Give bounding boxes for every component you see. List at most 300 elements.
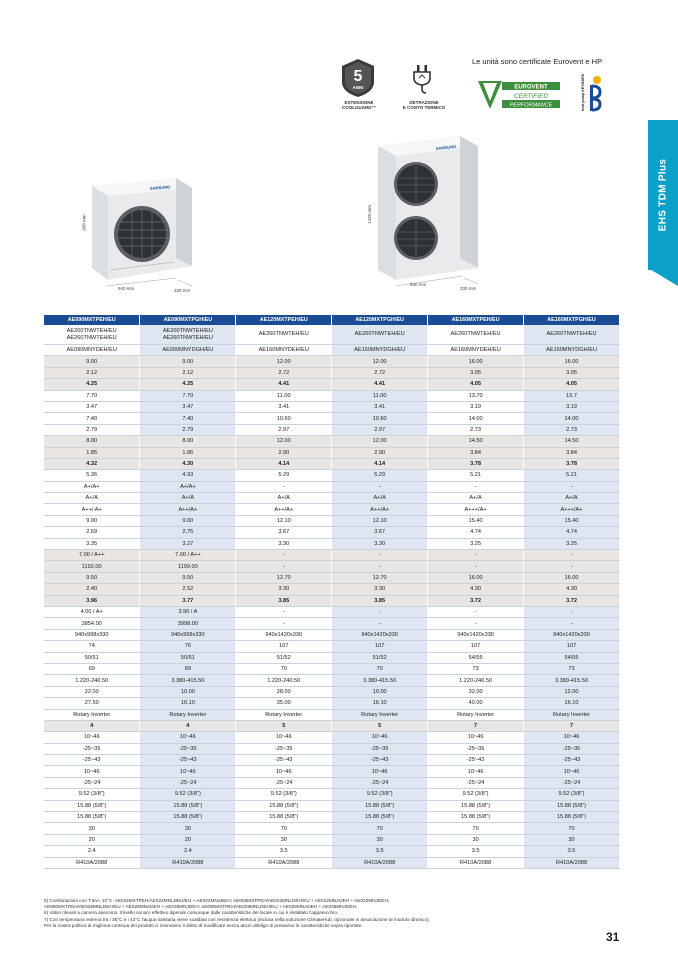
table-cell: 3.380-415.50 [332, 675, 428, 686]
table-cell: 9.52 (3/8") [44, 789, 140, 800]
table-cell: -25~35 [44, 743, 140, 754]
table-cell: 4.14 [236, 458, 332, 469]
footnote-line: 5) Combinazioni con T.tev= 10°C: AE044MXTPEH/AE022MNLDEH/EU + AE022MNADEH; AE066MXTPEH/AE022MNLDEH/EU + AE022MNADEH + AE022MNJDEH; [44, 898, 390, 903]
table-cell: 10~46 [332, 732, 428, 743]
table-cell: 32.00 [428, 686, 524, 697]
table-cell: 3.95 [524, 367, 620, 378]
table-cell: 2.90 [236, 447, 332, 458]
table-cell: - [428, 481, 524, 492]
table-row [44, 538, 620, 549]
table-cell: 10.60 [236, 413, 332, 424]
side-tab-label: EHS TDM Plus [657, 158, 669, 232]
table-cell: Rotary Inverter [140, 709, 236, 720]
small-unit-brand: SAMSUNG [149, 184, 171, 191]
table-cell: - [236, 550, 332, 561]
table-cell: 4.30 [140, 458, 236, 469]
table-cell: 9.00 [44, 515, 140, 526]
table-cell: A+++/A+ [428, 504, 524, 515]
table-cell: 2.40 [44, 584, 140, 595]
eurovent-line-3: PERFORMANCE [509, 102, 553, 109]
table-cell: 14.50 [428, 436, 524, 447]
table-cell: Rotary Inverter [236, 709, 332, 720]
table-cell: AE160MNYDEH/EU [236, 345, 332, 356]
table-cell: 8.00 [44, 436, 140, 447]
table-cell: A+/A [428, 493, 524, 504]
table-cell: -25~35 [140, 743, 236, 754]
table-cell: AE260TNWTEH/EU [524, 325, 620, 345]
table-cell: -25~35 [332, 743, 428, 754]
table-cell: 15.88 (5/8") [140, 800, 236, 811]
table-cell: 28.00 [236, 686, 332, 697]
tax-label-line-1: DETRAZIONE [409, 100, 439, 105]
table-cell: - [524, 550, 620, 561]
table-cell: 30 [236, 834, 332, 845]
table-cell: 2.52 [140, 584, 236, 595]
table-cell: - [236, 481, 332, 492]
table-cell: - [332, 481, 428, 492]
table-cell: R410A/2088 [44, 857, 140, 868]
page-number: 31 [606, 930, 620, 944]
column-header: AE090MXTPGH/EU [140, 315, 236, 325]
table-cell: 3.5 [236, 846, 332, 857]
table-cell: 4.41 [332, 379, 428, 390]
table-cell: 5.36 [44, 470, 140, 481]
heat-pump-keymark-logo-icon [576, 73, 606, 113]
table-cell: 51/52 [236, 652, 332, 663]
table-cell: 3.30 [236, 584, 332, 595]
table-cell: 1.86 [140, 447, 236, 458]
table-cell: R410A/2088 [428, 857, 524, 868]
table-cell: 70 [332, 823, 428, 834]
table-cell: 10~46 [140, 766, 236, 777]
table-row [44, 777, 620, 788]
table-cell: 4 [140, 720, 236, 731]
table-cell: 15.88 (5/8") [44, 800, 140, 811]
table-cell: 2.4 [44, 846, 140, 857]
table-cell: - [524, 618, 620, 629]
outdoor-unit-large-image [368, 128, 488, 298]
table-row [44, 436, 620, 447]
column-header: AE120MXTPGH/EU [332, 315, 428, 325]
table-cell: A++/A+ [140, 504, 236, 515]
table-cell: 8.00 [140, 436, 236, 447]
table-cell: 20 [44, 834, 140, 845]
table-cell: 10~46 [236, 732, 332, 743]
table-cell: 13.70 [428, 390, 524, 401]
table-cell: 5 [236, 720, 332, 731]
table-cell: 7 [524, 720, 620, 731]
table-cell: - [332, 561, 428, 572]
table-cell: -25~35 [236, 743, 332, 754]
table-cell: 15.40 [428, 515, 524, 526]
table-cell: 16.00 [524, 572, 620, 583]
table-cell: 940x1420x330 [236, 629, 332, 640]
table-cell: -25~24 [428, 777, 524, 788]
table-cell: -25~43 [140, 755, 236, 766]
table-cell: 20 [140, 834, 236, 845]
table-cell: 4.25 [44, 379, 140, 390]
table-cell: 3.380-415.50 [524, 675, 620, 686]
table-cell: 4.05 [524, 379, 620, 390]
table-cell: 4.00 / A+ [44, 606, 140, 617]
table-cell: 2.73 [428, 424, 524, 435]
table-row [44, 732, 620, 743]
table-cell: Rotary Inverter [524, 709, 620, 720]
table-cell: 30 [140, 823, 236, 834]
table-row [44, 572, 620, 583]
table-row [44, 789, 620, 800]
table-cell: 3.96 [44, 595, 140, 606]
table-cell: 12.70 [236, 572, 332, 583]
table-row [44, 515, 620, 526]
table-cell: 107 [428, 641, 524, 652]
table-row [44, 390, 620, 401]
eurovent-logo-icon [476, 77, 562, 113]
table-cell: -25~24 [236, 777, 332, 788]
table-row [44, 766, 620, 777]
table-cell: 9.52 (3/8") [332, 789, 428, 800]
table-cell: 15.88 (5/8") [524, 812, 620, 823]
table-cell: A+/A [236, 493, 332, 504]
table-row [44, 561, 620, 572]
table-cell: 3.72 [428, 595, 524, 606]
table-cell: 16.00 [524, 356, 620, 367]
table-cell: 3.67 [236, 527, 332, 538]
table-cell: 15.88 (5/8") [332, 812, 428, 823]
tax-deduction-label [398, 100, 450, 110]
table-cell: 10~46 [428, 766, 524, 777]
table-cell: 10.60 [332, 413, 428, 424]
large-unit-depth: 330 mm [460, 286, 477, 291]
table-cell: -25~35 [428, 743, 524, 754]
table-cell: 16.00 [428, 356, 524, 367]
table-cell: -25~24 [524, 777, 620, 788]
table-cell: 7.00 / A++ [140, 550, 236, 561]
table-cell: -25~43 [428, 755, 524, 766]
table-cell: 940x1420x330 [332, 629, 428, 640]
table-cell: R410A/2088 [332, 857, 428, 868]
table-cell: - [428, 618, 524, 629]
table-cell: 16.10 [524, 698, 620, 709]
table-row [44, 325, 620, 345]
table-cell: 940x1420x330 [428, 629, 524, 640]
coolguard-label-line-2: COOLGUARD™ [342, 105, 376, 110]
table-cell: AE200TNWTEH/EU AE260TNWTEH/EU [140, 325, 236, 345]
hp-keymark-text: heat pump KEYMARK [581, 73, 585, 111]
table-cell: A+++/A+ [524, 504, 620, 515]
column-header: AE160MXTPGH/EU [524, 315, 620, 325]
table-cell: 4.25 [140, 379, 236, 390]
table-cell: A+/A [524, 493, 620, 504]
table-cell: 7.70 [44, 390, 140, 401]
table-cell: 12.00 [332, 356, 428, 367]
table-cell: R410A/2088 [140, 857, 236, 868]
table-cell: 10~46 [236, 766, 332, 777]
table-cell: 15.88 (5/8") [140, 812, 236, 823]
table-cell: 3.30 [236, 538, 332, 549]
table-cell: - [524, 606, 620, 617]
footnote-line: AE090MXTPEH/AE028MNLDEH/EU + AE028MNADEH + AE036MNJDEH; AE090MXTPEH/AE028MNLDEH/EU + AE028MNADEH + AE036MNJDEH. [44, 904, 358, 910]
table-cell: 3.47 [140, 401, 236, 412]
table-cell: 9.52 (3/8") [140, 789, 236, 800]
table-cell: - [236, 606, 332, 617]
table-cell: A+/A+ [44, 481, 140, 492]
table-cell: -25~24 [140, 777, 236, 788]
table-cell: 107 [524, 641, 620, 652]
table-cell: 69 [140, 663, 236, 674]
coolguard-label [330, 100, 388, 110]
table-cell: -25~43 [236, 755, 332, 766]
table-row [44, 379, 620, 390]
table-cell: - [332, 606, 428, 617]
table-cell: 27.50 [44, 698, 140, 709]
eurovent-line-2: CERTIFIED [513, 93, 549, 100]
table-cell: A+/A+ [140, 481, 236, 492]
table-cell: 3.5 [524, 846, 620, 857]
table-row [44, 720, 620, 731]
table-row [44, 823, 620, 834]
table-cell: 10.00 [140, 686, 236, 697]
table-cell: 3.77 [140, 595, 236, 606]
coolguard-label-line-1: ESTENSIONE [344, 100, 374, 105]
table-row [44, 641, 620, 652]
table-cell: 30 [428, 834, 524, 845]
table-row [44, 698, 620, 709]
table-cell: - [428, 561, 524, 572]
table-cell: 70 [332, 663, 428, 674]
table-cell: AE090MNYDGH/EU [140, 345, 236, 356]
table-cell: - [524, 481, 620, 492]
table-cell: 7.40 [140, 413, 236, 424]
table-cell: 70 [524, 823, 620, 834]
table-cell: -25~43 [524, 755, 620, 766]
table-cell: AE260TNWTEH/EU [428, 325, 524, 345]
large-unit-height: 1420 mm [366, 205, 372, 224]
table-cell: 15.88 (5/8") [332, 800, 428, 811]
table-row [44, 618, 620, 629]
table-row [44, 663, 620, 674]
table-row [44, 345, 620, 356]
table-cell: 2.97 [332, 424, 428, 435]
table-cell: 3.84 [524, 447, 620, 458]
table-row [44, 493, 620, 504]
small-unit-width: 940 mm [118, 286, 135, 291]
table-cell: 940x1420x330 [524, 629, 620, 640]
table-cell: AE160MNYDGH/EU [332, 345, 428, 356]
table-cell: 14.00 [428, 413, 524, 424]
table-cell: 10~46 [524, 766, 620, 777]
table-cell: 2.4 [140, 846, 236, 857]
table-cell: A+/A [44, 493, 140, 504]
table-cell: 9.52 (3/8") [428, 789, 524, 800]
table-cell: -25~24 [44, 777, 140, 788]
table-cell: -25~43 [332, 755, 428, 766]
table-cell: - [332, 618, 428, 629]
table-cell: - [428, 606, 524, 617]
table-cell: 1.220-240.50 [428, 675, 524, 686]
table-cell: 70 [428, 823, 524, 834]
table-cell: 3.30 [332, 584, 428, 595]
table-cell: 3.27 [140, 538, 236, 549]
table-cell: A+/A [332, 493, 428, 504]
table-cell: Rotary Inverter [44, 709, 140, 720]
table-cell: 3.19 [428, 401, 524, 412]
table-row [44, 652, 620, 663]
table-cell: 2.72 [236, 367, 332, 378]
table-row [44, 629, 620, 640]
table-cell: 9.00 [140, 356, 236, 367]
table-cell: 54/55 [428, 652, 524, 663]
table-cell: 16.00 [428, 572, 524, 583]
table-row [44, 481, 620, 492]
badge-years: 5 [353, 68, 363, 85]
table-cell: 3998.00 [140, 618, 236, 629]
table-cell: Rotary Inverter [332, 709, 428, 720]
column-header: AE160MXTPEH/EU [428, 315, 524, 325]
table-cell: 2.97 [236, 424, 332, 435]
table-cell: 15.88 (5/8") [428, 812, 524, 823]
table-cell: 4 [44, 720, 140, 731]
table-cell: 10.00 [332, 686, 428, 697]
table-cell: 4.93 [140, 470, 236, 481]
footnotes [44, 898, 604, 929]
table-cell: 76 [140, 641, 236, 652]
table-cell: 50/51 [44, 652, 140, 663]
section-side-tab [648, 120, 678, 270]
table-cell: 15.88 (5/8") [236, 800, 332, 811]
table-cell: 54/55 [524, 652, 620, 663]
table-cell: -25~35 [524, 743, 620, 754]
table-cell: 69 [44, 663, 140, 674]
tax-label-line-2: E CONTO TERMICO [402, 105, 446, 110]
table-cell: 15.88 (5/8") [236, 812, 332, 823]
table-cell: 4.05 [428, 379, 524, 390]
table-cell: 10~46 [44, 732, 140, 743]
table-cell: 15.40 [524, 515, 620, 526]
table-cell: 1199.00 [140, 561, 236, 572]
table-row [44, 606, 620, 617]
table-cell: 12.10 [236, 515, 332, 526]
table-cell: 51/52 [332, 652, 428, 663]
table-cell: 74 [44, 641, 140, 652]
table-cell: 35.00 [236, 698, 332, 709]
table-cell: 12.00 [236, 436, 332, 447]
table-cell: AE160MNYDEH/EU [428, 345, 524, 356]
table-cell: 3.85 [236, 595, 332, 606]
table-cell: A+/A [140, 493, 236, 504]
table-cell: 73 [428, 663, 524, 674]
table-row [44, 470, 620, 481]
table-cell: 2.12 [44, 367, 140, 378]
table-cell: 9.00 [44, 356, 140, 367]
table-cell: 10~46 [428, 732, 524, 743]
table-cell: 16.10 [332, 698, 428, 709]
table-cell: 9.50 [140, 572, 236, 583]
table-cell: 1.220-240.50 [44, 675, 140, 686]
table-cell: 16.10 [140, 698, 236, 709]
table-cell: 2.79 [140, 424, 236, 435]
table-cell: 3.67 [332, 527, 428, 538]
coolguard-5-years-badge-icon [340, 58, 376, 98]
table-row [44, 550, 620, 561]
table-cell: 30 [524, 834, 620, 845]
table-row [44, 367, 620, 378]
table-cell: 5.21 [428, 470, 524, 481]
table-cell: 940x998x330 [140, 629, 236, 640]
table-cell: R410A/2088 [524, 857, 620, 868]
side-tab-pointer [648, 268, 678, 286]
certification-text: Le unità sono certificate Eurovent e HP [472, 57, 603, 66]
table-cell: - [428, 550, 524, 561]
footnote-line: 6) Valori rilevati a camera anecoica. Il livello sonoro effettivo dipende comunque dalle caratteristiche del locale in cui è installato l'apparecchio. [44, 910, 339, 916]
table-cell: 14.00 [524, 413, 620, 424]
table-cell: A++/A+ [332, 504, 428, 515]
table-cell: 5.29 [332, 470, 428, 481]
large-unit-width: 940 mm [410, 282, 427, 287]
table-cell: 10~46 [524, 732, 620, 743]
table-cell: 2.75 [140, 527, 236, 538]
table-cell: 14.50 [524, 436, 620, 447]
table-cell: 2.90 [332, 447, 428, 458]
table-cell: AE200TNWTEH/EU AE260TNWTEH/EU [44, 325, 140, 345]
table-row [44, 755, 620, 766]
plug-tax-deduction-icon [410, 64, 434, 94]
table-row [44, 595, 620, 606]
table-cell: 3.35 [44, 538, 140, 549]
table-cell: 5.21 [524, 470, 620, 481]
table-row [44, 834, 620, 845]
table-cell: 73 [524, 663, 620, 674]
table-row [44, 584, 620, 595]
table-cell: 7 [428, 720, 524, 731]
table-cell: 3.72 [524, 595, 620, 606]
table-row [44, 857, 620, 868]
table-cell: 7.70 [140, 390, 236, 401]
table-cell: 940x998x330 [44, 629, 140, 640]
column-header: AE090MXTPEH/EU [44, 315, 140, 325]
table-cell: 9.52 (3/8") [236, 789, 332, 800]
table-cell: 12.00 [236, 356, 332, 367]
table-cell: 70 [236, 663, 332, 674]
table-row [44, 743, 620, 754]
table-row [44, 812, 620, 823]
table-cell: 15.88 (5/8") [44, 812, 140, 823]
table-cell: 3.30 [332, 538, 428, 549]
table-cell: 10~46 [44, 766, 140, 777]
table-cell: 15.88 (5/8") [524, 800, 620, 811]
table-row [44, 401, 620, 412]
table-row [44, 447, 620, 458]
table-cell: 10~46 [140, 732, 236, 743]
table-cell: 50/51 [140, 652, 236, 663]
table-cell: 3.41 [236, 401, 332, 412]
table-cell: 2.79 [44, 424, 140, 435]
footnote-line: 7) Con temperatura esterna tra i 35°C e i 43°C l'acqua sanitaria viene scaldata con resistenza elettrica (inclusa nella soluzione ClimateHub, opzionale in associazione al modulo idronico). [44, 916, 430, 922]
table-cell: 11.00 [236, 390, 332, 401]
table-cell: -25~43 [44, 755, 140, 766]
table-cell: AE260TNWTEH/EU [332, 325, 428, 345]
table-cell: 3.90 / A [140, 606, 236, 617]
table-cell: AE260TNWTEH/EU [236, 325, 332, 345]
table-cell: 3854.00 [44, 618, 140, 629]
table-cell: 7.40 [44, 413, 140, 424]
table-cell: AE090MNYDEH/EU [44, 345, 140, 356]
table-cell: 3.41 [332, 401, 428, 412]
table-row [44, 846, 620, 857]
table-cell: 4.41 [236, 379, 332, 390]
table-cell: 40.00 [428, 698, 524, 709]
table-row [44, 458, 620, 469]
